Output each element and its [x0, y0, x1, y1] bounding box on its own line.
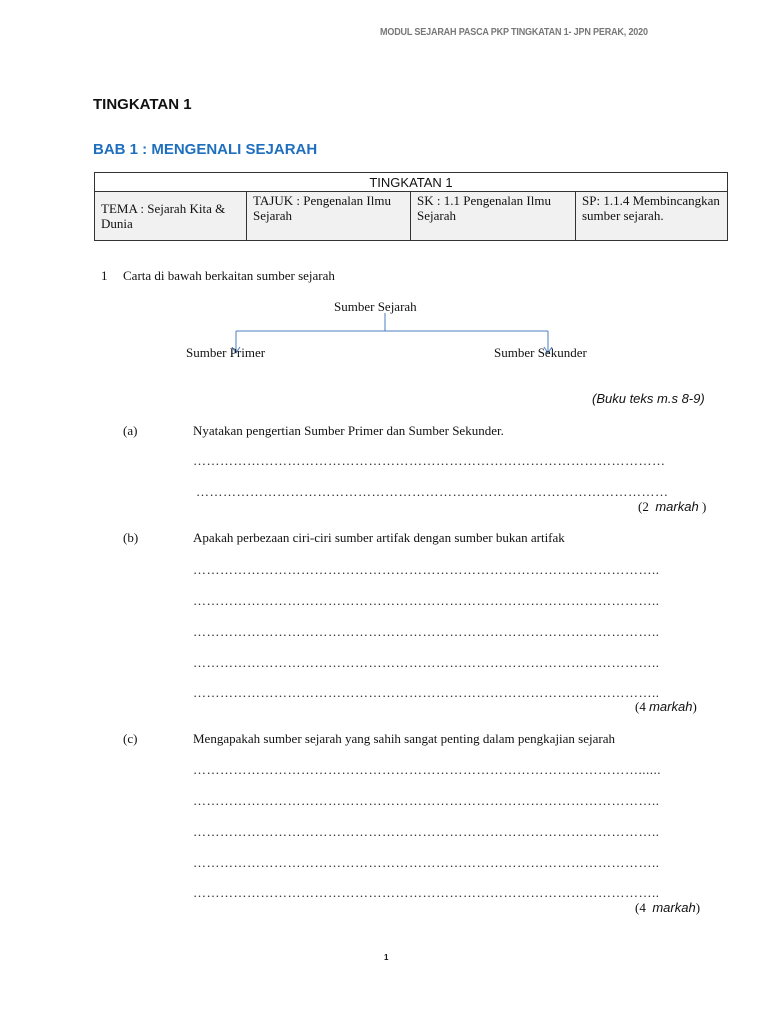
info-cell-tema: TEMA : Sejarah Kita & Dunia [95, 192, 247, 241]
part-b-prompt: Apakah perbezaan ciri-ciri sumber artifak dengan sumber bukan artifak [193, 530, 565, 545]
part-c-marks: (4 markah) [635, 900, 701, 915]
answer-line[interactable]: ………………………………………………………………………………………...... [193, 762, 661, 777]
part-c-label: (c) [123, 731, 138, 746]
answer-line[interactable]: ………………………………………………………………………………………….. [193, 685, 660, 700]
answer-line[interactable]: …………………………………………………………………………………………… [196, 484, 669, 499]
part-b-label: (b) [123, 530, 139, 545]
part-c-prompt: Mengapakah sumber sejarah yang sahih sangat penting dalam pengkajian sejarah [193, 731, 615, 746]
chart-node-sekunder: Sumber Sekunder [494, 345, 587, 360]
answer-line[interactable]: ………………………………………………………………………………………….. [193, 824, 660, 839]
answer-line[interactable]: ………………………………………………………………………………………….. [193, 793, 660, 808]
part-a-label: (a) [123, 423, 138, 438]
chapter-title: BAB 1 : MENGENALI SEJARAH [93, 141, 318, 158]
answer-line[interactable]: ………………………………………………………………………………………….. [193, 562, 660, 577]
answer-line[interactable]: ………………………………………………………………………………………….. [193, 855, 660, 870]
part-a-prompt: Nyatakan pengertian Sumber Primer dan Sumber Sekunder. [193, 423, 504, 438]
part-a-marks: (2 markah ) [638, 499, 707, 514]
chart-root-node: Sumber Sejarah [334, 299, 417, 314]
form-title: TINGKATAN 1 [93, 96, 192, 113]
question-number: 1 [101, 268, 108, 283]
info-cell-sp: SP: 1.1.4 Membincangkan sumber sejarah. [576, 192, 728, 241]
answer-line[interactable]: ………………………………………………………………………………………….. [193, 655, 660, 670]
running-header: MODUL SEJARAH PASCA PKP TINGKATAN 1- JPN PERAK, 2020 [380, 26, 648, 38]
info-table-header: TINGKATAN 1 [95, 173, 728, 192]
chart-node-primer: Sumber Primer [186, 345, 266, 360]
answer-line[interactable]: ………………………………………………………………………………………….. [193, 593, 660, 608]
textbook-reference: (Buku teks m.s 8-9) [592, 391, 705, 406]
answer-line[interactable]: ………………………………………………………………………………………….. [193, 885, 660, 900]
info-cell-sk: SK : 1.1 Pengenalan Ilmu Sejarah [411, 192, 576, 241]
question-text: Carta di bawah berkaitan sumber sejarah [123, 268, 335, 283]
answer-line[interactable]: …………………………………………………………………………………………… [193, 453, 666, 468]
source-tree-connector [0, 0, 768, 400]
part-b-marks: (4 markah) [635, 699, 697, 714]
page-number: 1 [384, 953, 389, 962]
info-cell-tajuk: TAJUK : Pengenalan Ilmu Sejarah [247, 192, 411, 241]
answer-line[interactable]: ………………………………………………………………………………………….. [193, 624, 660, 639]
